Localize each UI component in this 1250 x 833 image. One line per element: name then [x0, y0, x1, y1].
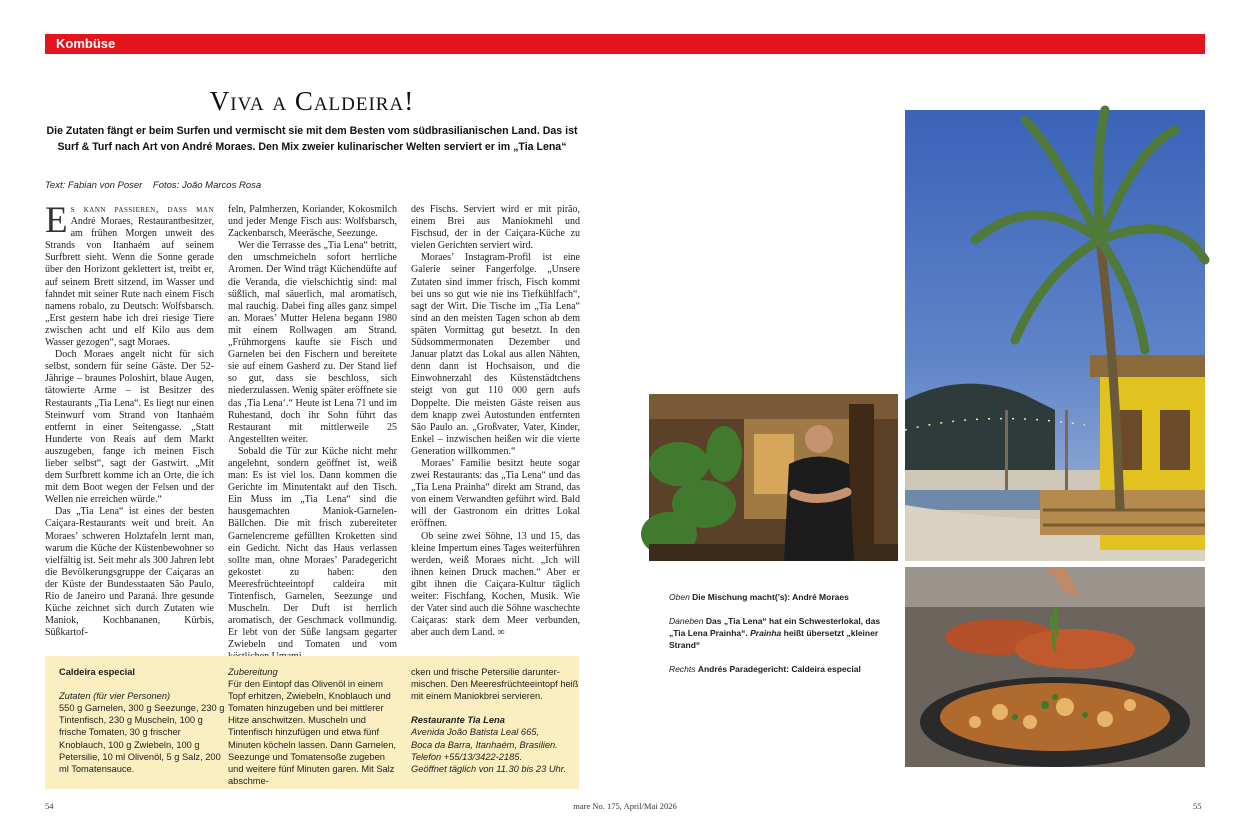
- caption-beside: Daneben Das „Tia Lena“ hat ein Schwesterlokal, das „Tia Lena Prainha“. Prainha heißt übersetzt „kleiner Strand“: [669, 616, 881, 650]
- recipe-column-3: [411, 666, 581, 775]
- body-paragraph: des Fischs. Serviert wird er mit pirão, einem Brei aus Maniokmehl und Fischsud, der in der Caiçara-Küche zu vielen Gerichten serviert wird.: [411, 204, 580, 252]
- section-bar: [45, 34, 1205, 54]
- restaurant-phone: Telefon +55/13/3422-2185.: [411, 751, 523, 762]
- page-number-right: 55: [1193, 801, 1202, 811]
- photo-caldeira-dish: [905, 567, 1205, 767]
- prep-text: Für den Eintopf das Olivenöl in einem Topf erhitzen, Zwiebeln, Knoblauch und Tomaten hinzugeben und bei mittlerer Hitze anschwitzen. Muscheln und Tintenfisch hinzufügen und etwa fünf Minuten köcheln lassen. Dann Garnelen, Seezunge und Tomatensoße zugeben und weitere fünf Minuten garen. Mit Salz abschme-: [228, 679, 396, 786]
- restaurant-exterior-image: [905, 110, 1205, 561]
- article-title: Viva a Caldeira!: [209, 86, 415, 116]
- recipe-column-2: [228, 666, 398, 787]
- body-column-2: [228, 204, 397, 651]
- photo-captions: [669, 591, 889, 687]
- restaurant-heading: Restaurante Tia Lena: [411, 715, 505, 726]
- body-paragraph: Wer die Terrasse des „Tia Lena“ betritt, den umschmeicheln sofort herrliche Aromen. Der Wind trägt Küchendüfte auf die Veranda, die vielschichtig sind: mal süßlich, mal säuerlich, mal aromatisch, mal rauchig. Dabei fing alles ganz simpel an. Moraes’ Mutter Helena begann 1980 mit einem Rollwagen am Strand. „Frühmorgens kaufte sie Fisch und Garnelen bei den Fischern und bereitete sie auf einem Gasherd zu. Der Stand lief so gut, dass sie beschloss, sich niederzulassen. Wenig später eröffnete sie das ‚Tia Lena‘.“ Heute ist Lena 71 und im Ruhestand, doch ihr Sohn führt das Restaurant mit mittlerweile 25 Angestellten weiter.: [228, 240, 397, 445]
- restaurant-hours: Geöffnet täglich von 11.30 bis 23 Uhr.: [411, 763, 567, 774]
- article-credits: [45, 180, 261, 191]
- prep-text-end: cken und frische Petersilie daruntermischen. Den Meeresfrüchteeintopf heiß mit einem Maniokbrei servieren.: [411, 667, 579, 702]
- body-paragraph: feln, Palmherzen, Koriander, Kokosmilch und jeder Menge Fisch aus: Wolfsbarsch, Zackenbarsch, Meeräsche, Seezunge.: [228, 204, 397, 240]
- opening-words: s kann passieren, dass man: [70, 204, 214, 215]
- restaurant-address: Avenida João Batista Leal 665,: [411, 727, 540, 738]
- body-column-1: [45, 200, 214, 644]
- photo-andre-moraes: [649, 394, 898, 561]
- body-paragraph: Doch Moraes angelt nicht für sich selbst, sondern für seine Gäste. Der 52-Jährige – braunes Poloshirt, blaue Augen, tätowierte Arme – ist Besitzer des Restaurants „Tia Lena“. Es liegt nur einen Steinwurf vom Strand von Itanhaém entfernt in einer Seitengasse. „Statt Hunderte von Reais auf dem Markt auszugeben, fange ich meinen Fisch lieber selbst“, sagt der Gastwirt. „Mit dem Surfbrett komme ich an Orte, die ich mit dem Boot wegen der Felsen und der Wellen nie erreichen würde.“: [45, 349, 214, 506]
- restaurant-address: Boca da Barra, Itanhaém, Brasilien.: [411, 739, 558, 750]
- author-credit: Text: Fabian von Poser: [45, 180, 143, 191]
- article-lead: Die Zutaten fängt er beim Surfen und vermischt sie mit dem Besten vom südbrasilianischen Land. Das ist Surf & Turf nach Art von André Moraes. Den Mix zweier kulinarischer Welten serviert er im „Tia Lena“: [46, 125, 578, 153]
- photo-credit: Fotos: João Marcos Rosa: [152, 180, 262, 191]
- body-paragraph: Es kann passieren, dass man André Moraes, Restaurantbesitzer, am frühen Morgen unweit des Strands von Itanhaém auf seinem Surfbrett sieht. Wenn die Sonne gerade über den Horizont geklettert ist, treibt er, auf seinem Brett sitzend, im Wasser und fahndet mit seiner Rute nach einem Fisch namens robalo, zu Deutsch: Wolfsbarsch. „Erst gestern habe ich drei riesige Tiere zwischen acht und elf Kilo aus dem Wasser gezogen“, sagt Moraes.: [45, 200, 214, 349]
- prep-heading: Zubereitung: [228, 667, 278, 677]
- caption-right: Rechts Andrés Paradegericht: Caldeira especial: [669, 664, 861, 674]
- end-mark: ∞: [497, 627, 505, 639]
- andre-moraes-image: [649, 394, 898, 561]
- ingredients-heading: Zutaten (für vier Personen): [59, 691, 171, 702]
- body-paragraph: Das „Tia Lena“ ist eines der besten Caiçara-Restaurants weit und breit. An Moraes’ schweren Holztafeln lernt man, warum die Küche der Küstenbewohner so vielfältig ist. Seit mehr als 300 Jahren lebt die Bevölkerungsgruppe der Caiçaras an der Küste der Bundesstaaten São Paulo, Rio de Janeiro und Paraná. Ihre gesunde Küche zeichnet sich durch Zutaten wie Maniok, Kochbananen, Kürbis, Süßkartof-: [45, 506, 214, 639]
- page-number-left: 54: [45, 801, 54, 811]
- recipe-column-1: [59, 666, 229, 775]
- drop-cap: E: [45, 200, 68, 241]
- section-label: Kombüse: [56, 36, 116, 51]
- issue-line: mare No. 175, April/Mai 2026: [573, 801, 677, 811]
- caldeira-dish-image: [905, 567, 1205, 767]
- recipe-title: Caldeira especial: [59, 667, 135, 677]
- body-column-3: [411, 204, 580, 644]
- body-paragraph: Moraes’ Familie besitzt heute sogar zwei Restaurants: das „Tia Lena“ und das „Tia Lena Prainha“ direkt am Strand, das von einem Verwandten geführt wird. Bald will der Gastronom ein drittes Lokal eröffnen.: [411, 457, 580, 530]
- caption-top: Oben Die Mischung macht(’s): André Moraes: [669, 592, 849, 602]
- ingredients-list: 550 g Garnelen, 300 g Seezunge, 230 g Tintenfisch, 230 g Muscheln, 100 g frische Tomaten, 30 g frischer Knoblauch, 100 g Zwiebeln, 100 g Petersilie, 10 ml Olivenöl, 5 g Salz, 200 ml Tomatensauce.: [59, 703, 225, 774]
- body-paragraph: Sobald die Tür zur Küche nicht mehr angelehnt, sondern geöffnet ist, weiß man: Es ist viel los. Dann kommen die Gerichte im Minutentakt auf den Tisch. Ein Muss im „Tia Lena“ sind die hausgemachten Maniok-Garnelen-Bällchen. Die mit frisch zubereiteter Garnelencreme gefüllten Kroketten sind ein Gedicht. Nicht das Haus verlassen sollte man, ohne Moraes’ Paradegericht gekostet zu haben: den Meeresfrüchteeintopf caldeira mit Tintenfisch, Garnelen, Seezunge und Muscheln. Der Duft ist herrlich aromatisch, der Geschmack vollmundig. Er lebt von der Süße langsam gegarter Zwiebeln und Tomaten und vom: [228, 445, 397, 651]
- recipe-box: [45, 656, 579, 789]
- photo-restaurant-exterior: [905, 110, 1205, 561]
- body-paragraph: Moraes’ Instagram-Profil ist eine Galerie seiner Fangerfolge. „Unsere Zutaten sind immer frisch, Fisch kommt bei uns so gut wie nie ins Tiefkühlfach“, sagt der Wirt. Die Tische im „Tia Lena“ sind an den meisten Tagen schon ab dem späten Vormittag gut besetzt. In den Südsommermonaten Dezember und Januar platzt das Lokal aus allen Nähten, denn dann ist Hochsaison, und die Einwohnerzahl des Küstenstädtchens steigt von gut 110 000 gern aufs Doppelte. Die meisten Gäste reisen aus dem knapp zwei Autostunden entfernten São Paulo an. „Großvater, Vater, Kinder, Enkel – inzwischen heißen wir die vierte Generation willkommen.“: [411, 252, 580, 457]
- body-paragraph: Ob seine zwei Söhne, 13 und 15, das kleine Impertum eines Tages weiterführen werden, weiß Moraes nicht. „Ich will ihnen keinen Druck machen.“ Aber er gibt ihnen die Caiçara-Kultur täglich weiter: Fischfang, Kochen, Musik. Wie der Vater sind auch die Söhne waschechte Caiçaras: stark dem Meer verbunden, aber auch dem Land. ∞: [411, 530, 580, 639]
